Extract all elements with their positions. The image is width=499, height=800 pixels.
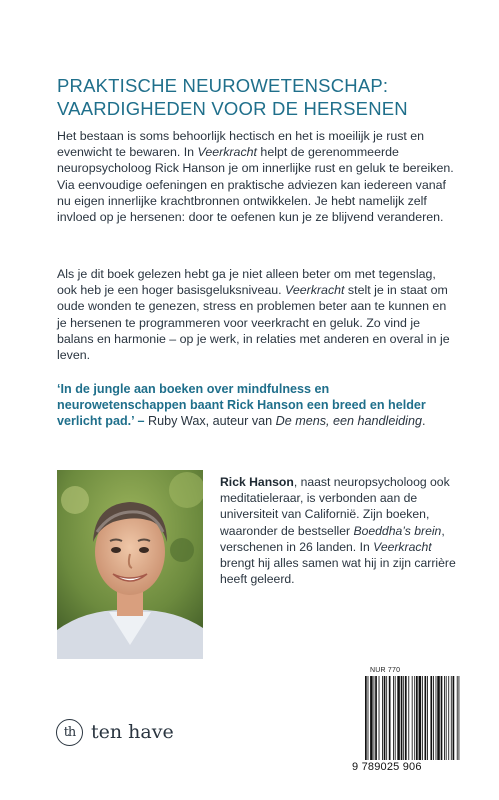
barcode-bar xyxy=(459,676,460,760)
barcode-bar xyxy=(368,676,369,760)
barcode-bar xyxy=(430,676,432,760)
author-name: Rick Hanson xyxy=(220,475,294,489)
bio-book-title-2: Veerkracht xyxy=(373,539,432,554)
second-paragraph xyxy=(57,266,457,363)
barcode-bar xyxy=(448,676,449,760)
publisher-mark: th xyxy=(56,719,83,746)
endorsement-quote xyxy=(57,381,462,430)
barcode-bar xyxy=(422,676,423,760)
barcode-bar xyxy=(441,676,443,760)
bio-book-title: Boeddha’s brein xyxy=(353,523,442,538)
barcode-bar xyxy=(397,676,400,760)
barcode-bar xyxy=(384,676,386,760)
barcode-bar xyxy=(436,676,437,760)
headline-line-2: VAARDIGHEDEN VOOR DE HERSENEN xyxy=(57,98,408,119)
barcode-bar xyxy=(457,676,458,760)
barcode-bar xyxy=(405,676,407,760)
barcode-bar xyxy=(412,676,413,760)
intro-text-2: helpt de gerenommeerde neuropsycholoog Rick Hanson je om innerlijke rust en geluk te bereiken. Via eenvoudige oefeningen en praktische adviezen kan iedereen vanaf nu eigen innerlijke krachtbronnen ontwikkelen. Je hebt namelijk zelf invloed op je hersenen: door te oefenen kun je ze blijvend veranderen. xyxy=(57,145,454,225)
barcode-bar xyxy=(437,676,440,760)
barcode-bar xyxy=(382,676,383,760)
barcode-bar xyxy=(453,676,455,760)
quote-text: ‘In de jungle aan boeken over mindfulness en neurowetenschappen baant Rick Hanson een breed en helder verlicht pad.’ – xyxy=(57,382,426,429)
quote-source-title: De mens, een handleiding xyxy=(275,414,422,429)
isbn-digits: 9 789025 906 xyxy=(352,761,422,773)
barcode-bar xyxy=(395,676,396,760)
second-text-2: stelt je in staat om oude wonden te genezen, stress en problemen beter aan te kunnen en je hersenen te programmeren voor veerkracht en geluk. Zo vind je balans en harmonie – op je werk, in relaties met anderen en overal in je leven. xyxy=(57,283,450,363)
quote-source-end: . xyxy=(421,414,426,429)
barcode-bar xyxy=(451,676,452,760)
bio-text-2: , verschenen in 26 landen. In xyxy=(220,523,445,554)
intro-text-1: Het bestaan is soms behoorlijk hectisch en het is moeilijk je rust en evenwicht te bewaren. In xyxy=(57,129,425,160)
barcode-bar xyxy=(444,676,445,760)
barcode-bar xyxy=(393,676,394,760)
barcode-bar xyxy=(403,676,404,760)
barcode-bar xyxy=(375,676,377,760)
barcode-bar xyxy=(408,676,409,760)
publisher-name: ten have xyxy=(91,721,174,743)
publisher-logo xyxy=(56,714,176,750)
headline-line-1: PRAKTISCHE NEUROWETENSCHAP: xyxy=(57,75,389,96)
barcode-bar xyxy=(419,676,422,760)
barcode-bar xyxy=(446,676,447,760)
second-text-1: Als je dit boek gelezen hebt ga je niet alleen beter om met tegenslag, ook heb je een hoger basisgeluksniveau. xyxy=(57,267,436,298)
bio-text-1: , naast neuropsycholoog ook meditatieleraar, is verbonden aan de universiteit van Californië. Zijn boeken, waaronder de bestseller xyxy=(220,475,450,538)
barcode-bar xyxy=(389,676,391,760)
intro-book-title: Veerkracht xyxy=(197,145,257,160)
author-bio xyxy=(220,474,460,587)
barcode-bar xyxy=(433,676,434,760)
barcode-bar xyxy=(379,676,380,760)
headline xyxy=(57,74,457,120)
nur-code: NUR 770 xyxy=(370,667,401,674)
bio-text-3: brengt hij alles samen wat hij in zijn carrière heeft geleerd. xyxy=(220,556,456,587)
barcode-bar xyxy=(386,676,387,760)
barcode-bar xyxy=(416,676,418,760)
barcode-bar xyxy=(401,676,403,760)
barcode-bar xyxy=(370,676,373,760)
author-photo xyxy=(57,470,203,659)
barcode-bar xyxy=(414,676,415,760)
intro-paragraph xyxy=(57,128,457,225)
barcode-bar xyxy=(365,676,367,760)
barcode-bar xyxy=(425,676,427,760)
second-book-title: Veerkracht xyxy=(285,283,345,298)
barcode-bar xyxy=(427,676,428,760)
quote-source: Ruby Wax, auteur van xyxy=(144,414,276,429)
barcode-bar xyxy=(374,676,375,760)
